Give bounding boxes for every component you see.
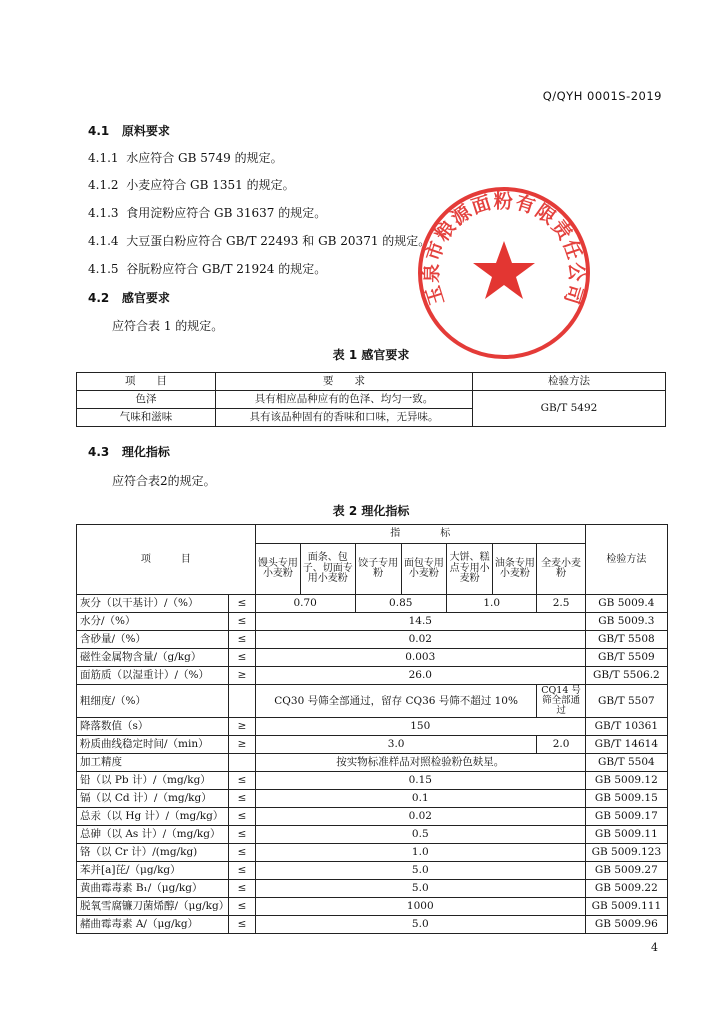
table2-cell-value: 0.70 xyxy=(255,595,355,613)
table1-header-item: 项 目 xyxy=(77,373,216,391)
table2-cell-sym: ≤ xyxy=(229,807,256,825)
table2-cell-item: 镉（以 Cd 计）/（mg/kg） xyxy=(77,789,229,807)
table2-cell-item: 灰分（以干基计）/（%） xyxy=(77,595,229,613)
table2-subheader: 馒头专用小麦粉 xyxy=(255,544,300,595)
section-4-2: 4.2 感官要求 xyxy=(88,291,170,305)
table2-cell-value: 5.0 xyxy=(255,879,585,897)
table2-cell-sym: ≤ xyxy=(229,843,256,861)
table2-cell-value: 0.85 xyxy=(355,595,446,613)
table2-cell-item: 脱氧雪腐镰刀菌烯醇/（μg/kg） xyxy=(77,897,229,915)
table1-cell-req: 具有相应品种应有的色泽、均匀一致。 xyxy=(216,391,473,409)
section-4-2-text: 应符合表 1 的规定。 xyxy=(112,319,224,333)
table2-subheader: 油条专用小麦粉 xyxy=(493,544,537,595)
table2-cell-value: 0.1 xyxy=(255,789,585,807)
table2-cell-item: 面筋质（以湿重计）/（%） xyxy=(77,667,229,685)
table2-cell-value: 0.02 xyxy=(255,807,585,825)
table1-sensory xyxy=(76,372,666,427)
table2-header-index: 指 标 xyxy=(255,525,585,544)
table2-cell-method: GB/T 14614 xyxy=(585,735,667,753)
table2-header-item: 项 目 xyxy=(77,525,256,595)
section-4-3: 4.3 理化指标 xyxy=(88,445,170,459)
table2-cell-method: GB 5009.17 xyxy=(585,807,667,825)
table2-cell-item: 含砂量/（%） xyxy=(77,631,229,649)
table1-cell-method: GB/T 5492 xyxy=(473,391,666,427)
table2-cell-method: GB 5009.4 xyxy=(585,595,667,613)
table2-cell-item: 总砷（以 As 计）/（mg/kg） xyxy=(77,825,229,843)
table2-cell-value: CQ14 号筛全部通过 xyxy=(537,685,585,718)
table2-cell-value: 0.15 xyxy=(255,771,585,789)
table2-cell-sym: ≤ xyxy=(229,897,256,915)
table2-cell-item: 总汞（以 Hg 计）/（mg/kg） xyxy=(77,807,229,825)
table2-cell-sym: ≤ xyxy=(229,825,256,843)
table2-cell-item: 铬（以 Cr 计）/(mg/kg) xyxy=(77,843,229,861)
table2-cell-sym: ≤ xyxy=(229,789,256,807)
table2-cell-value: 0.02 xyxy=(255,631,585,649)
table2-cell-item: 苯并[a]芘/（μg/kg） xyxy=(77,861,229,879)
table2-cell-sym: ≤ xyxy=(229,649,256,667)
svg-text:玉泉市粮源面粉有限责任公司: 玉泉市粮源面粉有限责任公司 xyxy=(420,190,588,308)
table2-cell-item: 铅（以 Pb 计）/（mg/kg） xyxy=(77,771,229,789)
table2-cell-method: GB 5009.3 xyxy=(585,613,667,631)
table2-cell-value: 1.0 xyxy=(446,595,536,613)
table2-cell-value: CQ30 号筛全部通过，留存 CQ36 号筛不超过 10% xyxy=(255,685,537,718)
table2-cell-sym: ≤ xyxy=(229,915,256,933)
table2-cell-sym: ≤ xyxy=(229,631,256,649)
table1-caption: 表 1 感官要求 xyxy=(332,348,410,362)
section-4-1: 4.1 原料要求 xyxy=(88,124,170,138)
table2-subheader: 全麦小麦粉 xyxy=(537,544,585,595)
table1-header-method: 检验方法 xyxy=(473,373,666,391)
table2-cell-method: GB/T 5508 xyxy=(585,631,667,649)
table2-cell-method: GB 5009.22 xyxy=(585,879,667,897)
table2-cell-item: 降落数值（s） xyxy=(77,717,229,735)
table2-cell-method: GB/T 5509 xyxy=(585,649,667,667)
table2-cell-sym: ≤ xyxy=(229,879,256,897)
table2-cell-item: 粗细度/（%） xyxy=(77,685,229,718)
table2-cell-sym: ≥ xyxy=(229,717,256,735)
table2-physchem xyxy=(76,524,668,934)
table1-cell-item: 气味和滋味 xyxy=(77,409,216,427)
table1-header-req: 要 求 xyxy=(216,373,473,391)
table2-cell-value: 150 xyxy=(255,717,585,735)
document-code: Q/QYH 0001S-2019 xyxy=(542,89,662,103)
table2-cell-value: 1.0 xyxy=(255,843,585,861)
table2-header-method: 检验方法 xyxy=(585,525,667,595)
table2-cell-value: 0.5 xyxy=(255,825,585,843)
table1-cell-item: 色泽 xyxy=(77,391,216,409)
table2-subheader: 大饼、糕点专用小麦粉 xyxy=(446,544,492,595)
table2-cell-value: 2.0 xyxy=(537,735,585,753)
section-4-1-4: 4.1.4 大豆蛋白粉应符合 GB/T 22493 和 GB 20371 的规定。 xyxy=(88,234,431,248)
table2-cell-value: 5.0 xyxy=(255,861,585,879)
table2-cell-value: 按实物标准样品对照检验粉色麸星。 xyxy=(255,753,585,771)
table2-cell-item: 赭曲霉毒素 A/（μg/kg） xyxy=(77,915,229,933)
table2-cell-value: 2.5 xyxy=(537,595,585,613)
table2-cell-item: 粉质曲线稳定时间/（min） xyxy=(77,735,229,753)
section-4-1-3: 4.1.3 食用淀粉应符合 GB 31637 的规定。 xyxy=(88,206,327,220)
table2-cell-sym: ≤ xyxy=(229,595,256,613)
table2-cell-item: 水分/（%） xyxy=(77,613,229,631)
table2-cell-method: GB/T 5504 xyxy=(585,753,667,771)
table2-cell-method: GB 5009.12 xyxy=(585,771,667,789)
table2-cell-value: 26.0 xyxy=(255,667,585,685)
table2-subheader: 饺子专用粉 xyxy=(355,544,401,595)
table2-cell-value: 3.0 xyxy=(255,735,537,753)
table2-cell-sym xyxy=(229,753,256,771)
star-icon xyxy=(473,241,535,299)
table2-subheader: 面包专用小麦粉 xyxy=(401,544,446,595)
table2-cell-method: GB 5009.27 xyxy=(585,861,667,879)
section-4-1-5: 4.1.5 谷朊粉应符合 GB/T 21924 的规定。 xyxy=(88,262,327,276)
table2-cell-item: 加工精度 xyxy=(77,753,229,771)
table2-caption: 表 2 理化指标 xyxy=(332,504,410,518)
table2-cell-value: 5.0 xyxy=(255,915,585,933)
table2-cell-sym: ≥ xyxy=(229,667,256,685)
table2-cell-method: GB 5009.96 xyxy=(585,915,667,933)
table2-cell-method: GB 5009.111 xyxy=(585,897,667,915)
table2-cell-sym: ≤ xyxy=(229,613,256,631)
company-seal-stamp xyxy=(414,183,594,363)
table2-cell-method: GB/T 5506.2 xyxy=(585,667,667,685)
table2-cell-sym xyxy=(229,685,256,718)
table2-cell-value: 0.003 xyxy=(255,649,585,667)
table2-cell-item: 磁性金属物含量/（g/kg） xyxy=(77,649,229,667)
table2-cell-item: 黄曲霉毒素 B₁/（μg/kg） xyxy=(77,879,229,897)
table2-cell-method: GB/T 10361 xyxy=(585,717,667,735)
section-4-1-1: 4.1.1 水应符合 GB 5749 的规定。 xyxy=(88,151,283,165)
table2-subheader: 面条、包子、切面专用小麦粉 xyxy=(301,544,355,595)
table2-cell-sym: ≤ xyxy=(229,771,256,789)
section-4-3-text: 应符合表2的规定。 xyxy=(112,474,216,488)
section-4-1-2: 4.1.2 小麦应符合 GB 1351 的规定。 xyxy=(88,178,295,192)
table2-cell-method: GB 5009.11 xyxy=(585,825,667,843)
table2-cell-method: GB 5009.15 xyxy=(585,789,667,807)
table1-cell-req: 具有该品种固有的香味和口味，无异味。 xyxy=(216,409,473,427)
page-number: 4 xyxy=(651,941,658,954)
table2-cell-sym: ≤ xyxy=(229,861,256,879)
table2-cell-value: 1000 xyxy=(255,897,585,915)
table2-cell-sym: ≥ xyxy=(229,735,256,753)
table2-cell-method: GB 5009.123 xyxy=(585,843,667,861)
table2-cell-value: 14.5 xyxy=(255,613,585,631)
table2-cell-method: GB/T 5507 xyxy=(585,685,667,718)
